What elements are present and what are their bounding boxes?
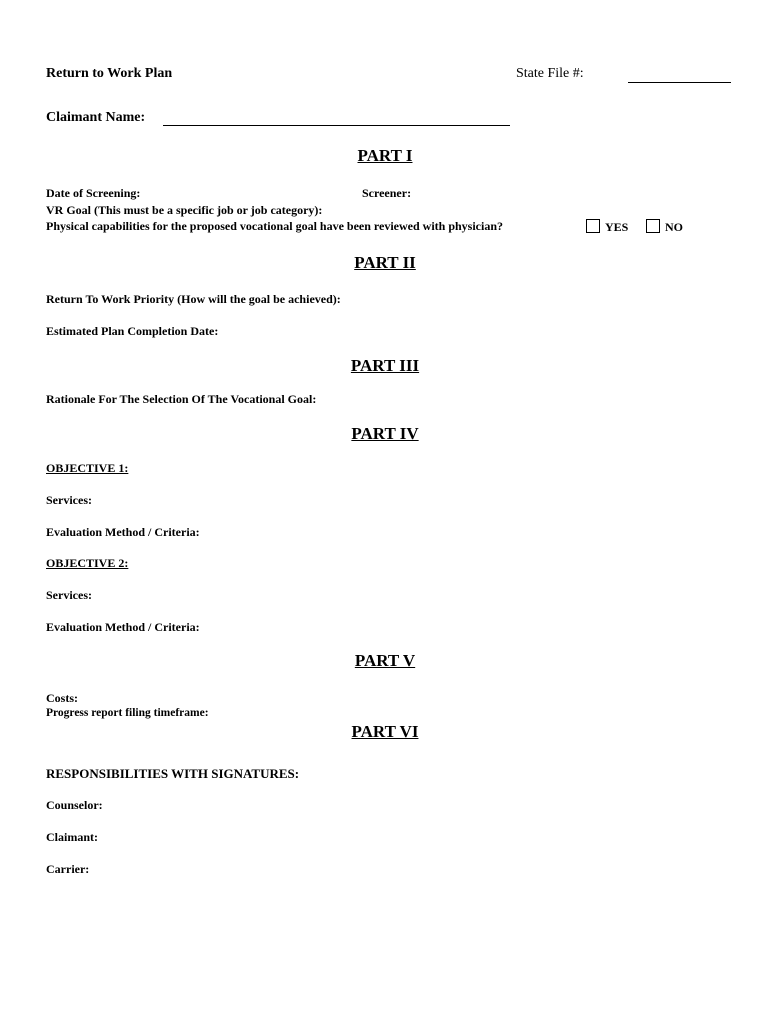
no-option[interactable]: [646, 219, 683, 235]
objective-2-label: OBJECTIVE 2:: [46, 556, 129, 570]
costs-label: Costs:: [46, 691, 78, 705]
objective-1-label: OBJECTIVE 1:: [46, 461, 129, 475]
part-4-heading: PART IV: [351, 424, 419, 443]
responsibilities-label: RESPONSIBILITIES WITH SIGNATURES:: [46, 766, 300, 781]
part-3-heading: PART III: [350, 356, 420, 375]
no-label: NO: [665, 220, 683, 234]
date-of-screening-label: Date of Screening:: [46, 186, 141, 200]
part-5-heading: PART V: [354, 651, 416, 670]
yes-option[interactable]: [586, 219, 628, 235]
claimant-name-field[interactable]: [163, 125, 510, 126]
physical-capabilities-label: Physical capabilities for the proposed vocational goal have been reviewed with physician?: [46, 219, 504, 233]
form-title: Return to Work Plan: [46, 66, 173, 81]
evaluation-1-label: Evaluation Method / Criteria:: [46, 525, 200, 539]
counselor-label: Counselor:: [46, 798, 103, 812]
progress-timeframe-label: Progress report filing timeframe:: [46, 707, 209, 719]
state-file-label: State File #:: [516, 66, 584, 81]
part-6-heading: PART VI: [351, 722, 419, 741]
state-file-field[interactable]: [628, 82, 731, 83]
evaluation-2-label: Evaluation Method / Criteria:: [46, 620, 200, 634]
services-1-label: Services:: [46, 493, 92, 507]
services-2-label: Services:: [46, 588, 92, 602]
completion-date-label: Estimated Plan Completion Date:: [46, 324, 219, 338]
yes-checkbox[interactable]: [586, 219, 600, 233]
vr-goal-label: VR Goal (This must be a specific job or job category):: [46, 203, 323, 217]
part-2-heading: PART II: [354, 253, 416, 272]
screener-label: Screener:: [362, 186, 412, 200]
part-1-heading: PART I: [357, 146, 413, 165]
rtw-priority-label: Return To Work Priority (How will the goal be achieved):: [46, 292, 341, 306]
claimant-label: Claimant:: [46, 830, 98, 844]
rationale-label: Rationale For The Selection Of The Vocational Goal:: [46, 392, 317, 406]
claimant-name-label: Claimant Name:: [46, 110, 146, 125]
yes-label: YES: [605, 220, 629, 234]
no-checkbox[interactable]: [646, 219, 660, 233]
carrier-label: Carrier:: [46, 862, 90, 876]
